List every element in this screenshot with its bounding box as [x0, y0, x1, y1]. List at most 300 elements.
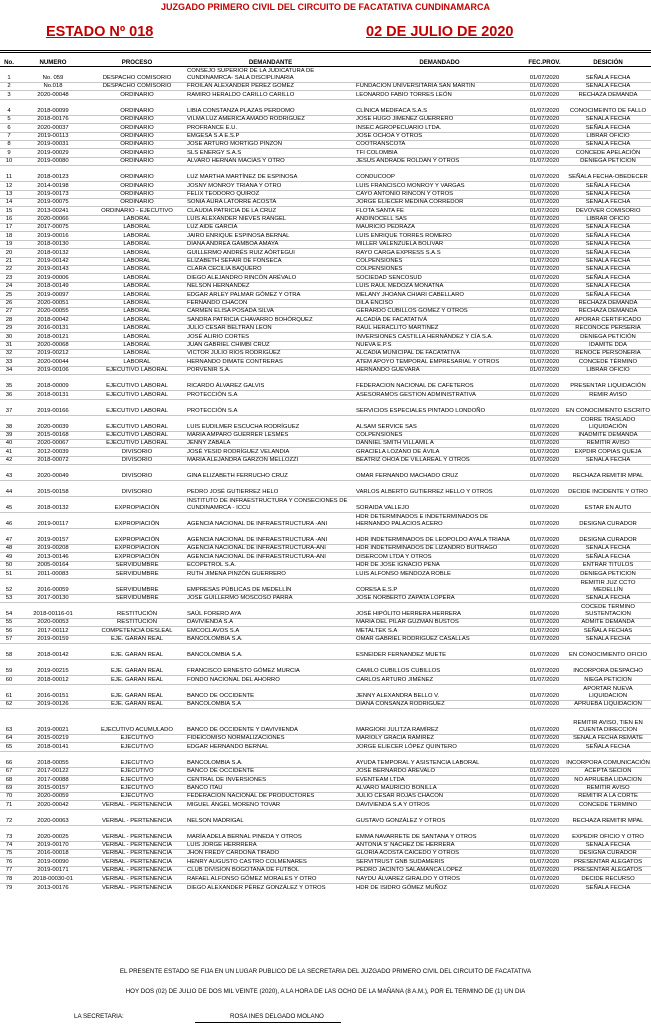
row-fecha: 01/07/2020	[524, 324, 565, 332]
row-demandante: BANCOLOMBIA S.A.	[186, 635, 355, 643]
table-row	[0, 366, 651, 374]
row-decision: DEVOVER COMISORIO	[565, 207, 651, 215]
row-numero: 2018-00099	[18, 99, 88, 115]
row-demandante: FRANCISCO ERNESTO GÓMEZ MURCIA	[186, 660, 355, 676]
row-number: 78	[0, 875, 18, 883]
row-decision: PRESENTAR ALEGATOS	[565, 858, 651, 866]
row-demandante: DIANA ANDREA GAMBOA AMAYA	[186, 240, 355, 248]
row-number: 8	[0, 140, 18, 148]
row-demandante: FEDERACION NACIONAL DE PRODUCTORES	[186, 792, 355, 800]
table-row	[0, 439, 651, 447]
row-demandante: PEDRO JOSÉ GUTIERREZ HELO	[186, 481, 355, 497]
row-demandado: TFI COLOMBIA	[355, 149, 524, 157]
row-demandado: ASESORAMOS GESTION ADMINISTRATIVA	[355, 391, 524, 399]
row-demandado: LUIS ALFONSO MENDOZA ROBLE	[355, 570, 524, 578]
row-demandante: AGENCIA NACIONAL DE INFRAESTRUCTURA-ANI	[186, 545, 355, 553]
row-proceso: LABORAL	[88, 266, 186, 274]
row-decision: SEÑALA FECHA-OBEDECER	[565, 166, 651, 182]
row-fecha: 01/07/2020	[524, 594, 565, 602]
row-decision: RECHAZA REMITIR MPAL	[565, 465, 651, 481]
table-row	[0, 249, 651, 257]
row-numero: 2019-00208	[18, 545, 88, 553]
row-fecha: 01/07/2020	[524, 257, 565, 265]
row-fecha: 01/07/2020	[524, 124, 565, 132]
row-demandado: RAYO CARGA EXPRESS S.A.S	[355, 249, 524, 257]
row-demandante: PROTECCIÓN S.A	[186, 399, 355, 415]
row-proceso: LABORAL	[88, 341, 186, 349]
row-proceso: LABORAL	[88, 240, 186, 248]
row-decision: DENIEGA PETICION	[565, 570, 651, 578]
row-proceso: EXPROPIACIÓN	[88, 553, 186, 561]
row-fecha: 01/07/2020	[524, 207, 565, 215]
row-proceso: LABORAL	[88, 307, 186, 315]
row-decision: REMIR AVISO	[565, 391, 651, 399]
col-header-demandante: DEMANDANTE	[186, 54, 355, 67]
row-demandado: ALCADÍA DE FACATATIVÁ	[355, 316, 524, 324]
row-fecha: 01/07/2020	[524, 166, 565, 182]
court-title: JUZGADO PRIMERO CIVIL DEL CIRCUITO DE FACATATIVA CUNDINAMARCA	[160, 2, 490, 12]
table-row	[0, 553, 651, 561]
row-fecha: 01/07/2020	[524, 676, 565, 684]
row-number: 9	[0, 149, 18, 157]
row-number: 4	[0, 99, 18, 115]
row-decision: SEÑALA FECHA	[565, 115, 651, 123]
secretaria-label: LA SECRETARIA:	[74, 1013, 124, 1020]
row-demandante: EDGAR HERNANDO BERNAL	[186, 743, 355, 751]
row-numero: 2019-00157	[18, 529, 88, 545]
row-proceso: EJE. GARAN REAL	[88, 676, 186, 684]
row-decision: SEÑALA FECHA	[565, 140, 651, 148]
table-row	[0, 700, 651, 708]
row-numero: 2018-00131	[18, 391, 88, 399]
row-fecha: 01/07/2020	[524, 801, 565, 809]
row-demandado: CORESA E.S.P	[355, 578, 524, 594]
row-number: 18	[0, 232, 18, 240]
row-number: 49	[0, 553, 18, 561]
row-numero: 2019-00080	[18, 157, 88, 165]
table-row	[0, 132, 651, 140]
row-demandante: RAMIRO HERALDO CARILLO CARILLO	[186, 91, 355, 99]
row-decision: EN CONOCIMIENTO ESCRITO	[565, 399, 651, 415]
row-fecha: 01/07/2020	[524, 182, 565, 190]
row-decision: SEÑALA FECHA	[565, 198, 651, 206]
row-numero: 2019-00166	[18, 399, 88, 415]
row-fecha: 01/07/2020	[524, 619, 565, 627]
row-numero: 2018-00149	[18, 282, 88, 290]
row-numero: 2017-00075	[18, 224, 88, 232]
row-decision: CONOCIMEINTO DE FALLO	[565, 99, 651, 115]
row-decision: ENTRAR TITULOS	[565, 561, 651, 569]
row-demandado: JOSÉ HUGO JIMÉNEZ GUERRERO	[355, 115, 524, 123]
row-number: 10	[0, 157, 18, 165]
row-proceso: EXPROPIACIÓN	[88, 545, 186, 553]
row-proceso: SERVIDUMBRE	[88, 594, 186, 602]
row-demandado: VARLOS ALBERTO GUTIERREZ HELLO Y OTROS	[355, 481, 524, 497]
row-fecha: 01/07/2020	[524, 570, 565, 578]
row-demandado: JOSÉ OCHOA Y OTROS	[355, 132, 524, 140]
row-numero: 2017-00112	[18, 627, 88, 635]
row-demandado: MILLER VALENZUELA BOLIVAR	[355, 240, 524, 248]
row-proceso: ORDINARIO	[88, 198, 186, 206]
row-fecha: 01/07/2020	[524, 83, 565, 91]
col-header-no: No.	[0, 54, 18, 67]
row-number: 77	[0, 866, 18, 874]
row-decision: APORTAR NUEVA LIQUIDACION	[565, 684, 651, 700]
row-demandado: HDR DE JOSÉ IGNACIO PEÑA	[355, 561, 524, 569]
row-proceso: EXPROPIACIÓN	[88, 529, 186, 545]
row-proceso: EJE. GARAN REAL	[88, 635, 186, 643]
row-demandante: FROILAN ALEXANDER PÉREZ GÓMEZ	[186, 83, 355, 91]
table-row	[0, 282, 651, 290]
row-fecha: 01/07/2020	[524, 391, 565, 399]
row-decision: DESIGNA CURADOR	[565, 529, 651, 545]
row-number: 37	[0, 399, 18, 415]
row-proceso: ORDINARIO	[88, 124, 186, 132]
row-number: 34	[0, 366, 18, 374]
row-fecha: 01/07/2020	[524, 224, 565, 232]
row-proceso: EJECUTIVO LABORAL	[88, 399, 186, 415]
row-fecha: 01/07/2020	[524, 561, 565, 569]
row-numero: 2015-00158	[18, 481, 88, 497]
row-numero: 2019-00106	[18, 366, 88, 374]
row-demandante: FERNANDO CHACON	[186, 299, 355, 307]
table-row	[0, 391, 651, 399]
row-proceso: EJECUTIVO	[88, 734, 186, 742]
row-proceso: EJECUTIVO	[88, 784, 186, 792]
row-numero: 2020-00066	[18, 215, 88, 223]
row-proceso: DIVISORIO	[88, 448, 186, 456]
row-demandado: SORAIDA VALLEJO	[355, 497, 524, 513]
row-number: 76	[0, 858, 18, 866]
row-numero: No.018	[18, 83, 88, 91]
row-decision: RECHAZA DEMANDA	[565, 299, 651, 307]
row-demandante: VÍCTOR JULIO RÍOS RODRÍGUEZ	[186, 349, 355, 357]
row-number: 42	[0, 456, 18, 464]
row-proceso: ORDINARIO	[88, 115, 186, 123]
row-demandante: CLARA CECILIA BAQUERO	[186, 266, 355, 274]
row-demandado: JORGE ELIECER MEDINA CORREDOR	[355, 198, 524, 206]
row-demandante: NELSON HERNÁNDEZ	[186, 282, 355, 290]
row-numero: 2018-00030-01	[18, 875, 88, 883]
row-proceso: EXPROPIACIÓN	[88, 497, 186, 513]
table-row	[0, 708, 651, 734]
row-fecha: 01/07/2020	[524, 660, 565, 676]
row-numero: 2018-00142	[18, 644, 88, 660]
row-numero: 2018-00123	[18, 166, 88, 182]
row-decision: ESTAR EN AUTO	[565, 497, 651, 513]
table-row	[0, 545, 651, 553]
row-demandado: NAYDU ÁLVAREZ GIRALDO Y OTROS	[355, 875, 524, 883]
row-numero: 2020-00025	[18, 825, 88, 841]
row-demandante: NELSON MADRIGAL	[186, 809, 355, 825]
table-row	[0, 149, 651, 157]
row-decision: SEÑALA FECHA	[565, 594, 651, 602]
row-decision: SEÑALA FECHA	[565, 883, 651, 891]
row-demandado: GERARDO CUBILLOS GÓMEZ Y OTROS	[355, 307, 524, 315]
row-demandante: VILMA LUZ AMÉRICA AMADO RODRÍGUEZ	[186, 115, 355, 123]
table-header-row	[0, 54, 651, 67]
row-number: 59	[0, 660, 18, 676]
table-row	[0, 140, 651, 148]
table-row	[0, 91, 651, 99]
row-fecha: 01/07/2020	[524, 249, 565, 257]
row-demandado: GLORIA ACOSTA CAICEDO Y OTROS	[355, 850, 524, 858]
row-number: 30	[0, 333, 18, 341]
row-demandado: LEONARDO FABIO TORRES LEÓN	[355, 91, 524, 99]
row-number: 72	[0, 809, 18, 825]
row-proceso: COMPETENCIA DESLEAL	[88, 627, 186, 635]
row-demandado: RAÚL HERACLITO MARTÍNEZ	[355, 324, 524, 332]
row-decision: ÍDAMITE DDA	[565, 341, 651, 349]
table-row	[0, 316, 651, 324]
row-decision: SEÑALA FECHA	[565, 743, 651, 751]
row-proceso: LABORAL	[88, 257, 186, 265]
row-number: 62	[0, 700, 18, 708]
row-fecha: 01/07/2020	[524, 776, 565, 784]
row-numero: 2018-00121	[18, 333, 88, 341]
row-decision: DENIEGA PETICIÓN	[565, 333, 651, 341]
row-number: 57	[0, 635, 18, 643]
table-row	[0, 166, 651, 182]
row-decision: RECONOCE PERSERIA	[565, 324, 651, 332]
row-fecha: 01/07/2020	[524, 157, 565, 165]
row-number: 35	[0, 375, 18, 391]
row-demandado: DANNIEL SMITH VILLAMIL A	[355, 439, 524, 447]
row-demandado: JENNY ALEXANDRA BELLO V.	[355, 684, 524, 700]
row-decision: SEÑALA FECHA	[565, 291, 651, 299]
row-proceso: VERBAL - PERTENENCIA	[88, 875, 186, 883]
table-row	[0, 676, 651, 684]
table-row	[0, 801, 651, 809]
row-proceso: ORDINARIO	[88, 140, 186, 148]
row-demandado: CLÍNICA MEDIFACA S.A.S	[355, 99, 524, 115]
row-demandante: PORVENIR S.A.	[186, 366, 355, 374]
row-number: 45	[0, 497, 18, 513]
row-number: 22	[0, 266, 18, 274]
row-demandante: EMGESA S.A E.S.P	[186, 132, 355, 140]
row-demandante: ÁLVARO HERNÁN MACÍAS Y OTRO	[186, 157, 355, 165]
row-demandado: ALCADÍA MUNICIPAL DE FACATATIVÁ	[355, 349, 524, 357]
row-number: 20	[0, 249, 18, 257]
row-demandante: LUZ MARTHA MARTÍNEZ DE ESPINOSA	[186, 166, 355, 182]
row-fecha: 01/07/2020	[524, 274, 565, 282]
row-decision: EXPEDIR OFICIO Y OTRO	[565, 825, 651, 841]
row-proceso: EJECUTIVO ACUMULADO	[88, 708, 186, 734]
row-numero: 2018-00132	[18, 249, 88, 257]
row-decision: RECHAZA DEMANDA	[565, 307, 651, 315]
row-numero: 2019-00159	[18, 635, 88, 643]
table-row	[0, 224, 651, 232]
row-number: 52	[0, 578, 18, 594]
row-demandado: MARIA DEL PILAR GUZMÁN BUSTOS	[355, 619, 524, 627]
row-demandante: LUIS ALEXANDER NIEVES RANGEL	[186, 215, 355, 223]
row-number: 65	[0, 743, 18, 751]
row-decision: CORRE TRASLADO LIQUIDACIÓN	[565, 415, 651, 431]
estado-table	[0, 54, 651, 892]
row-proceso: VERBAL - PERTENENCIA	[88, 883, 186, 891]
col-header-decision: DESICIÓN	[565, 54, 651, 67]
row-proceso: EJECUTIVO LABORAL	[88, 415, 186, 431]
row-proceso: SERVIDUMBRE	[88, 578, 186, 594]
row-fecha: 01/07/2020	[524, 545, 565, 553]
row-proceso: DESPACHO COMISORIO	[88, 83, 186, 91]
row-demandante: EMPRESAS PÚBLICAS DE MEDELLÍN	[186, 578, 355, 594]
row-demandado: MELANY JHOANA CHIARI CABELLARO	[355, 291, 524, 299]
footer-note: EL PRESENTE ESTADO SE FIJA EN UN LUGAR PUBLICO DE LA SECRETARIA DEL JUZGADO PRIMERO CIVIL DEL CIRCUITO DE FACATATIVA	[119, 968, 532, 975]
row-number: 75	[0, 850, 18, 858]
row-demandado: JESÚS ANDRADE ROLDAN Y OTROS	[355, 157, 524, 165]
row-number: 7	[0, 132, 18, 140]
table-row	[0, 751, 651, 767]
row-numero: 2019-00097	[18, 291, 88, 299]
row-fecha: 01/07/2020	[524, 115, 565, 123]
row-fecha: 01/07/2020	[524, 299, 565, 307]
row-demandante: AGENCIA NACIONAL DE INFRAESTRUCTURA -ANI	[186, 529, 355, 545]
row-decision: LIBRAR OFICIO	[565, 366, 651, 374]
table-row	[0, 529, 651, 545]
table-row	[0, 866, 651, 874]
row-number: 48	[0, 545, 18, 553]
row-number: 31	[0, 341, 18, 349]
row-numero: 2013-00176	[18, 883, 88, 891]
row-proceso: EJECUTIVO LABORAL	[88, 391, 186, 399]
row-demandante: SLS ENERGY S.A.S	[186, 149, 355, 157]
table-row	[0, 570, 651, 578]
row-demandado: EMMA NAVARRETE DE SANTANA Y OTROS	[355, 825, 524, 841]
row-numero: 2018-00072	[18, 456, 88, 464]
row-number: 43	[0, 465, 18, 481]
row-fecha: 01/07/2020	[524, 700, 565, 708]
table-row	[0, 266, 651, 274]
table-row	[0, 776, 651, 784]
row-demandante: MIGUEL ÁNGEL MORENO TOVAR	[186, 801, 355, 809]
row-number: 25	[0, 291, 18, 299]
row-decision: DESIGNA CURADOR	[565, 850, 651, 858]
row-proceso: VERBAL - PERTENENCIA	[88, 858, 186, 866]
row-proceso: EJE. GARAN REAL	[88, 644, 186, 660]
row-decision: SEÑALA FECHA	[565, 249, 651, 257]
row-numero: 2019-00142	[18, 257, 88, 265]
table-body	[0, 67, 651, 892]
row-demandado: EVENTEAM LTDA	[355, 776, 524, 784]
row-demandante: SAÚL FORERO AYA	[186, 603, 355, 619]
row-demandante: FÉLIX TEODORO QUIROZ	[186, 190, 355, 198]
row-proceso: ORDINARIO	[88, 166, 186, 182]
row-proceso: LABORAL	[88, 299, 186, 307]
row-demandante: FIDEICOMISO NORMALIZACIONES	[186, 734, 355, 742]
row-number: 19	[0, 240, 18, 248]
row-fecha: 01/07/2020	[524, 439, 565, 447]
row-proceso: LABORAL	[88, 324, 186, 332]
row-demandante: MARÍA ALEJANDRA GARZÓN MELLOZZI	[186, 456, 355, 464]
row-fecha: 01/07/2020	[524, 883, 565, 891]
row-demandado: LUIS RAÚL MEDOZA MONATÑA	[355, 282, 524, 290]
table-row	[0, 207, 651, 215]
row-fecha: 01/07/2020	[524, 684, 565, 700]
col-header-fecha: FEC.PROV.	[524, 54, 565, 67]
table-row	[0, 767, 651, 775]
row-numero: 2020-00049	[18, 465, 88, 481]
table-row	[0, 448, 651, 456]
row-decision: SEÑALA FECHAS	[565, 627, 651, 635]
row-fecha: 01/07/2020	[524, 282, 565, 290]
row-number: 53	[0, 594, 18, 602]
row-decision: APORAR CERTIFICADO	[565, 316, 651, 324]
row-proceso: DESPACHO COMISORIO	[88, 67, 186, 83]
row-decision: REMITIR JUZ CCTO MEDELLÍN	[565, 578, 651, 594]
row-demandado: COLPENSIONES	[355, 266, 524, 274]
row-number: 79	[0, 883, 18, 891]
col-header-demandado: DEMANDADO	[355, 54, 524, 67]
row-numero: 2019-00171	[18, 866, 88, 874]
row-numero: 2020-00059	[18, 792, 88, 800]
row-numero: 2019-00170	[18, 841, 88, 849]
row-fecha: 01/07/2020	[524, 875, 565, 883]
row-proceso: RESTITUCIÓN	[88, 603, 186, 619]
header-rule-top	[0, 50, 651, 51]
row-number: 2	[0, 83, 18, 91]
row-demandante: HENRY AUGUSTO CASTRO COLMENARES	[186, 858, 355, 866]
row-decision: LIBRAR OFICIO	[565, 132, 651, 140]
row-proceso: EJECUTIVO LABORAL	[88, 439, 186, 447]
row-fecha: 01/07/2020	[524, 627, 565, 635]
row-number: 36	[0, 391, 18, 399]
row-number: 24	[0, 282, 18, 290]
row-numero: 2015-00219	[18, 734, 88, 742]
row-numero: 2020-00044	[18, 358, 88, 366]
row-fecha: 01/07/2020	[524, 635, 565, 643]
row-fecha: 01/07/2020	[524, 232, 565, 240]
row-proceso: LABORAL	[88, 224, 186, 232]
row-number: 14	[0, 198, 18, 206]
row-demandado: DAVIVIENDA S.A Y OTROS	[355, 801, 524, 809]
row-demandante: JENNY ZABALA	[186, 439, 355, 447]
row-demandado: ATEM APOYO TEMPORAL EMPRESARIAL Y OTROS	[355, 358, 524, 366]
row-demandado: COOTRANSCOTA	[355, 140, 524, 148]
row-decision: DECIDE RECURSO	[565, 875, 651, 883]
row-demandante: JAIRO ENRIQUE ESPINOSA BERNAL	[186, 232, 355, 240]
row-numero: 2011-00083	[18, 570, 88, 578]
row-fecha: 01/07/2020	[524, 149, 565, 157]
row-number: 55	[0, 619, 18, 627]
row-demandante: LIBIA CONSTANZA PLAZAS PERDOMO	[186, 99, 355, 115]
table-row	[0, 157, 651, 165]
row-demandado: DILA ENCISO	[355, 299, 524, 307]
row-fecha: 01/07/2020	[524, 431, 565, 439]
row-numero: 2017-00088	[18, 776, 88, 784]
row-proceso: EJECUTIVO LABORAL	[88, 366, 186, 374]
row-numero: 2020-00042	[18, 801, 88, 809]
row-demandante: CLUB DIVISIÓN BOGOTANA DE FUTBOL	[186, 866, 355, 874]
row-numero: 2018-00009	[18, 375, 88, 391]
row-demandado	[355, 67, 524, 83]
row-number: 38	[0, 415, 18, 431]
row-number: 47	[0, 529, 18, 545]
table-row	[0, 115, 651, 123]
row-decision: PRESENTAR LIQUIDACIÓN	[565, 375, 651, 391]
row-number: 3	[0, 91, 18, 99]
row-proceso: EJE. GARAN REAL	[88, 684, 186, 700]
row-fecha: 01/07/2020	[524, 850, 565, 858]
table-row	[0, 299, 651, 307]
table-row	[0, 743, 651, 751]
row-decision: SEÑALA FECHA	[565, 635, 651, 643]
row-demandado: ANTONIA S' NACHEZ DE HERRERA	[355, 841, 524, 849]
table-row	[0, 619, 651, 627]
row-proceso: SERVIDUMBRE	[88, 561, 186, 569]
row-numero: 2019-00090	[18, 858, 88, 866]
row-proceso: EJECUTIVO	[88, 792, 186, 800]
